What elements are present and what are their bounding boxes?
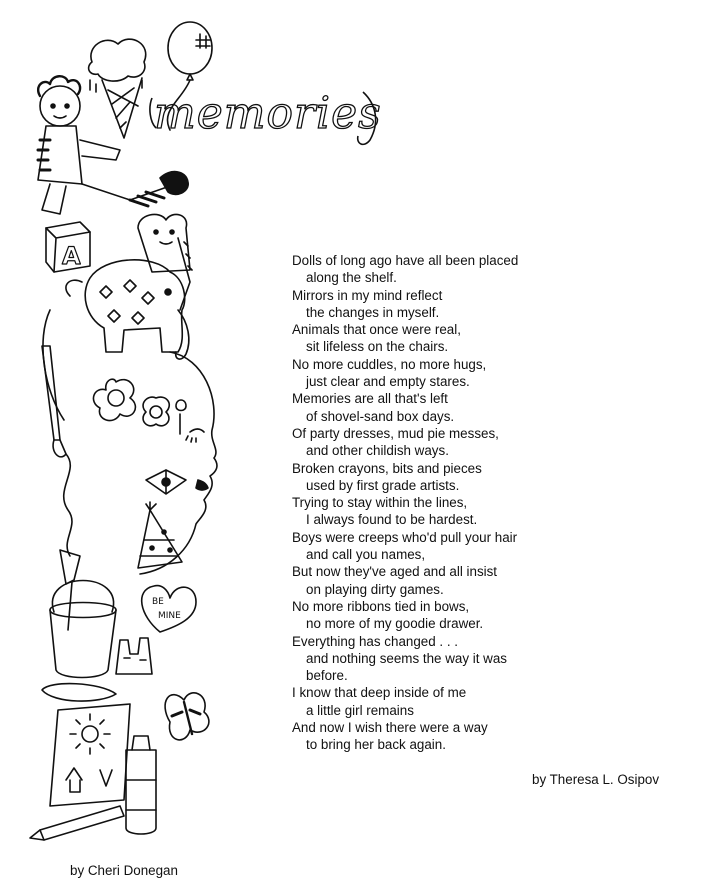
poem-body [292,252,692,754]
poem-line: Dolls of long ago have all been placed [292,253,519,268]
poem-line: and other childish ways. [306,443,449,459]
crayon-icon [30,806,124,840]
poem-line: I know that deep inside of me [292,685,467,701]
poem-line: And now I wish there were a way [292,720,488,736]
poem-line: the changes in myself. [306,304,440,320]
poem-line: sit lifeless on the chairs. [306,339,449,355]
poem-line: No more ribbons tied in bows, [292,598,470,614]
poem-line: I always found to be hardest. [306,512,478,528]
crayon-drawing-icon [50,704,130,806]
glue-bottle-icon [126,736,156,834]
sandcastle-icon [116,638,152,674]
poem-line: Everything has changed . . . [292,633,458,649]
poem-line: Boys were creeps who'd pull your hair [292,529,518,545]
poem-author: by Theresa L. Osipov [532,772,660,787]
poem-line: along the shelf. [306,270,397,286]
heart-candy-icon [142,586,196,632]
poem-line: of shovel-sand box days. [306,408,455,424]
poem-line: Broken crayons, bits and pieces [292,460,482,476]
poem-line: No more cuddles, no more hugs, [292,356,487,372]
butterfly-icon [165,693,209,740]
heart-text-line-1: BE [152,597,164,607]
poem-line: Mirrors in my mind reflect [292,287,443,303]
poem-line: used by first grade artists. [306,477,460,493]
block-letter: A [62,242,81,270]
poem-line: on playing dirty games. [306,581,444,597]
childhood-illustration [20,10,250,855]
ribbon-bow-icon [146,470,186,494]
poem-title: memories [154,88,382,139]
poem-line: Memories are all that's left [292,391,448,407]
poem-line: before. [306,668,348,684]
poem-line: But now they've aged and all insist [292,564,498,580]
rag-doll-icon [38,76,188,214]
heart-text-line-2: MINE [158,611,181,621]
paintbrush-icon [42,346,72,556]
poem-line: Animals that once were real, [292,322,461,338]
poem-line: just clear and empty stares. [306,374,470,390]
sand-bucket-icon [42,550,116,701]
poem-line: no more of my goodie drawer. [306,616,484,632]
poem-line: a little girl remains [306,702,414,718]
balloon-icon [167,22,212,130]
elephant-toy-icon [66,260,189,359]
poem-line: and call you names, [306,547,426,563]
poem-line: to bring her back again. [306,737,446,753]
poem-line: and nothing seems the way it was [306,650,507,666]
poem-line: Trying to stay within the lines, [292,495,468,511]
poem-line: Of party dresses, mud pie messes, [292,425,499,441]
hair-flowers-icon [93,379,186,434]
illustration-credit: by Cheri Donegan [70,863,178,878]
alphabet-block-icon [46,222,90,272]
ice-cream-cone-icon [89,39,146,138]
